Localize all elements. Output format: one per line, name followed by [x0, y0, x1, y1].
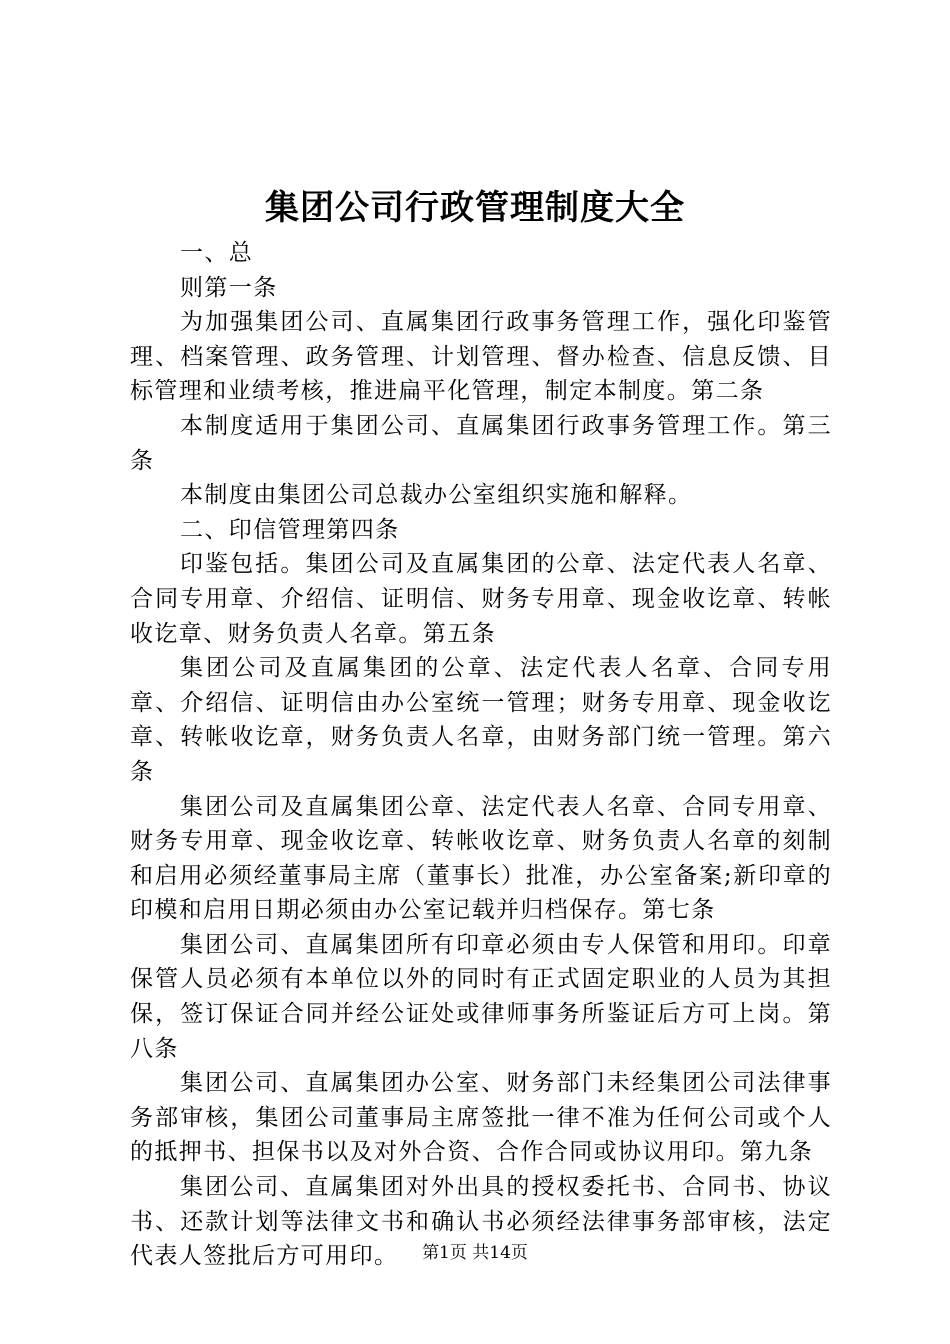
paragraph: 集团公司及直属集团公章、法定代表人名章、合同专用章、财务专用章、现金收讫章、转帐收讫章、财务负责人名章的刻制和启用必须经董事局主席（董事长）批准，办公室备案;新印章的印模和启用日期必须由办公室记载并归档保存。第七条: [130, 793, 832, 924]
paragraph: 本制度适用于集团公司、直属集团行政事务管理工作。第三条: [130, 412, 832, 474]
page-footer: 第1页 共14页: [422, 1243, 528, 1263]
paragraph: 印鉴包括。集团公司及直属集团的公章、法定代表人名章、合同专用章、介绍信、证明信、财务专用章、现金收讫章、转帐收讫章、财务负责人名章。第五条: [130, 551, 832, 647]
paragraph: 则第一条: [180, 274, 278, 301]
paragraph: 本制度由集团公司总裁办公室组织实施和解释。: [180, 482, 693, 509]
paragraph: 集团公司、直属集团办公室、财务部门未经集团公司法律事务部审核，集团公司董事局主席签批一律不准为任何公司或个人的抵押书、担保书以及对外合资、合作合同或协议用印。第九条: [130, 1070, 832, 1166]
paragraph: 集团公司、直属集团所有印章必须由专人保管和用印。印章保管人员必须有本单位以外的同时有正式固定职业的人员为其担保，签订保证合同并经公证处或律师事务所鉴证后方可上岗。第八条: [130, 931, 832, 1062]
document-title: 集团公司行政管理制度大全: [265, 188, 685, 228]
paragraph: 集团公司及直属集团的公章、法定代表人名章、合同专用章、介绍信、证明信由办公室统一管理；财务专用章、现金收讫章、转帐收讫章，财务负责人名章，由财务部门统一管理。第六条: [130, 655, 832, 785]
document-body: [130, 236, 832, 1274]
paragraph: 为加强集团公司、直属集团行政事务管理工作，强化印鉴管理、档案管理、政务管理、计划管理、督办检查、信息反馈、目标管理和业绩考核，推进扁平化管理，制定本制度。第二条: [130, 309, 832, 405]
paragraph: 一、总: [180, 240, 254, 266]
paragraph: 集团公司、直属集团对外出具的授权委托书、合同书、协议书、还款计划等法律文书和确认书必须经法律事务部审核，法定代表人签批后方可用印。: [130, 1174, 832, 1270]
paragraph: 二、印信管理第四条: [180, 516, 400, 543]
